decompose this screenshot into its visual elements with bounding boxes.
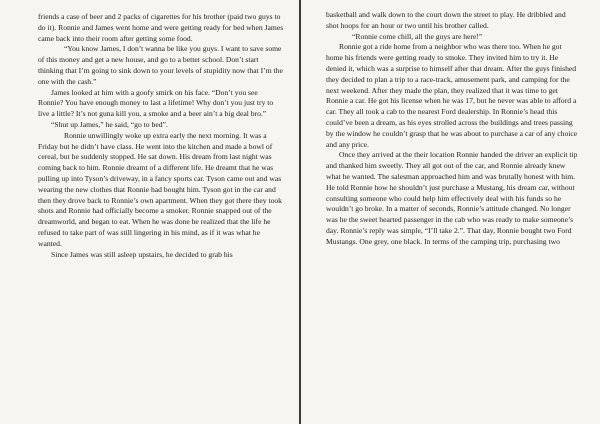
right-paragraph-4: Once they arrived at the their location Ronnie handed the driver an explicit tip and thanked him sweetly. They all got out of the car, and Ronnie already knew what he wanted. The salesman approached him and was brutally honest with him. He told Ronnie how he shouldn’t just purchase a Mustang, his dream car, without consulting someone who could help him effectively deal with his funds so he wouldn’t go broke. In a matter of seconds, Ronnie’s attitude changed. No longer was he the sweet hearted passenger in the cab who was ready to make someone’s day. Ronnie’s reply was simple, “I’ll take 2.”. That day, Ronnie bought two Ford Mustangs. One grey, one black. In terms of the camping trip, purchasing two xyxy=(326,150,578,246)
left-page xyxy=(0,0,299,424)
left-paragraph-4: “Shut up James,” he said, “go to bed”. xyxy=(51,119,168,129)
left-paragraph-1: friends a case of beer and 2 packs of cigarettes for his brother (paid two guys to do it). Ronnie and James went home and were getting ready for bed when James came back into their room after getting some food. xyxy=(38,12,284,43)
right-paragraph-2: “Ronnie come chill, all the guys are here!” xyxy=(352,31,483,41)
right-paragraph-1: basketball and walk down to the court down the street to play. He dribbled and shot hoops for an hour or two until his brother called. xyxy=(326,10,566,30)
right-page xyxy=(301,0,600,424)
left-paragraph-5: Ronnie unwillingly woke up extra early the next morning. It was a Friday but he didn’t have class. He went into the kitchen and made a bowl of cereal, but he suddenly stopped. He sat down. His dream from last night was coming back to him. Ronnie dreamt of a different life. He dreamt that he was pulling up into Tyson’s driveway, in a fancy sports car. Tyson came out and was wearing the new clothes that Ronnie had bought him. Tyson got in the car and then they drove back to Ronnie’s own apartment. When they got there they took shots and Ronnie had officially become a smoker. Ronnie snapped out of the dreamworld, and began to eat. When he was done he realized that the life he refused to take part of was still lingering in his mind, as if it was what he wanted. xyxy=(38,130,282,248)
left-paragraph-6: Since James was still asleep upstairs, he decided to grab his xyxy=(51,249,233,259)
right-paragraph-3: Ronnie got a ride home from a neighbor who was there too. When he got home his friends were getting ready to smoke. They invited him to try it. He denied it, which was a surprise to himself after that dream. After the guys finished they decided to plan a trip to a race-track, amusement park, and camping for the next weekend. After they made the plan, they realized that it was time to get Ronnie a car. He got his license when he was 17, but he never was able to afford a car. They all took a cab to the nearest Ford dealership. In Ronnie’s head this could’ve been a dream, as his eyes strolled across the buildings and trees passing by the window he couldn’t grasp that he was about to purchase a car of any choice and any price. xyxy=(326,42,578,149)
left-paragraph-2: “You know James, I don’t wanna be like you guys. I want to save some of this money and get a new house, and go to a better school. Don’t start thinking that I’m going to sink down to your levels of stupidity now that I’m the one with the cash.” xyxy=(38,44,283,86)
left-paragraph-3: James looked at him with a goofy smirk on his face. “Don’t you see Ronnie? You have enough money to last a lifetime! Why don’t you just try to live a little? It’s not guna kill you, a smoke and a beer ain’t a big deal bro.” xyxy=(38,87,274,119)
